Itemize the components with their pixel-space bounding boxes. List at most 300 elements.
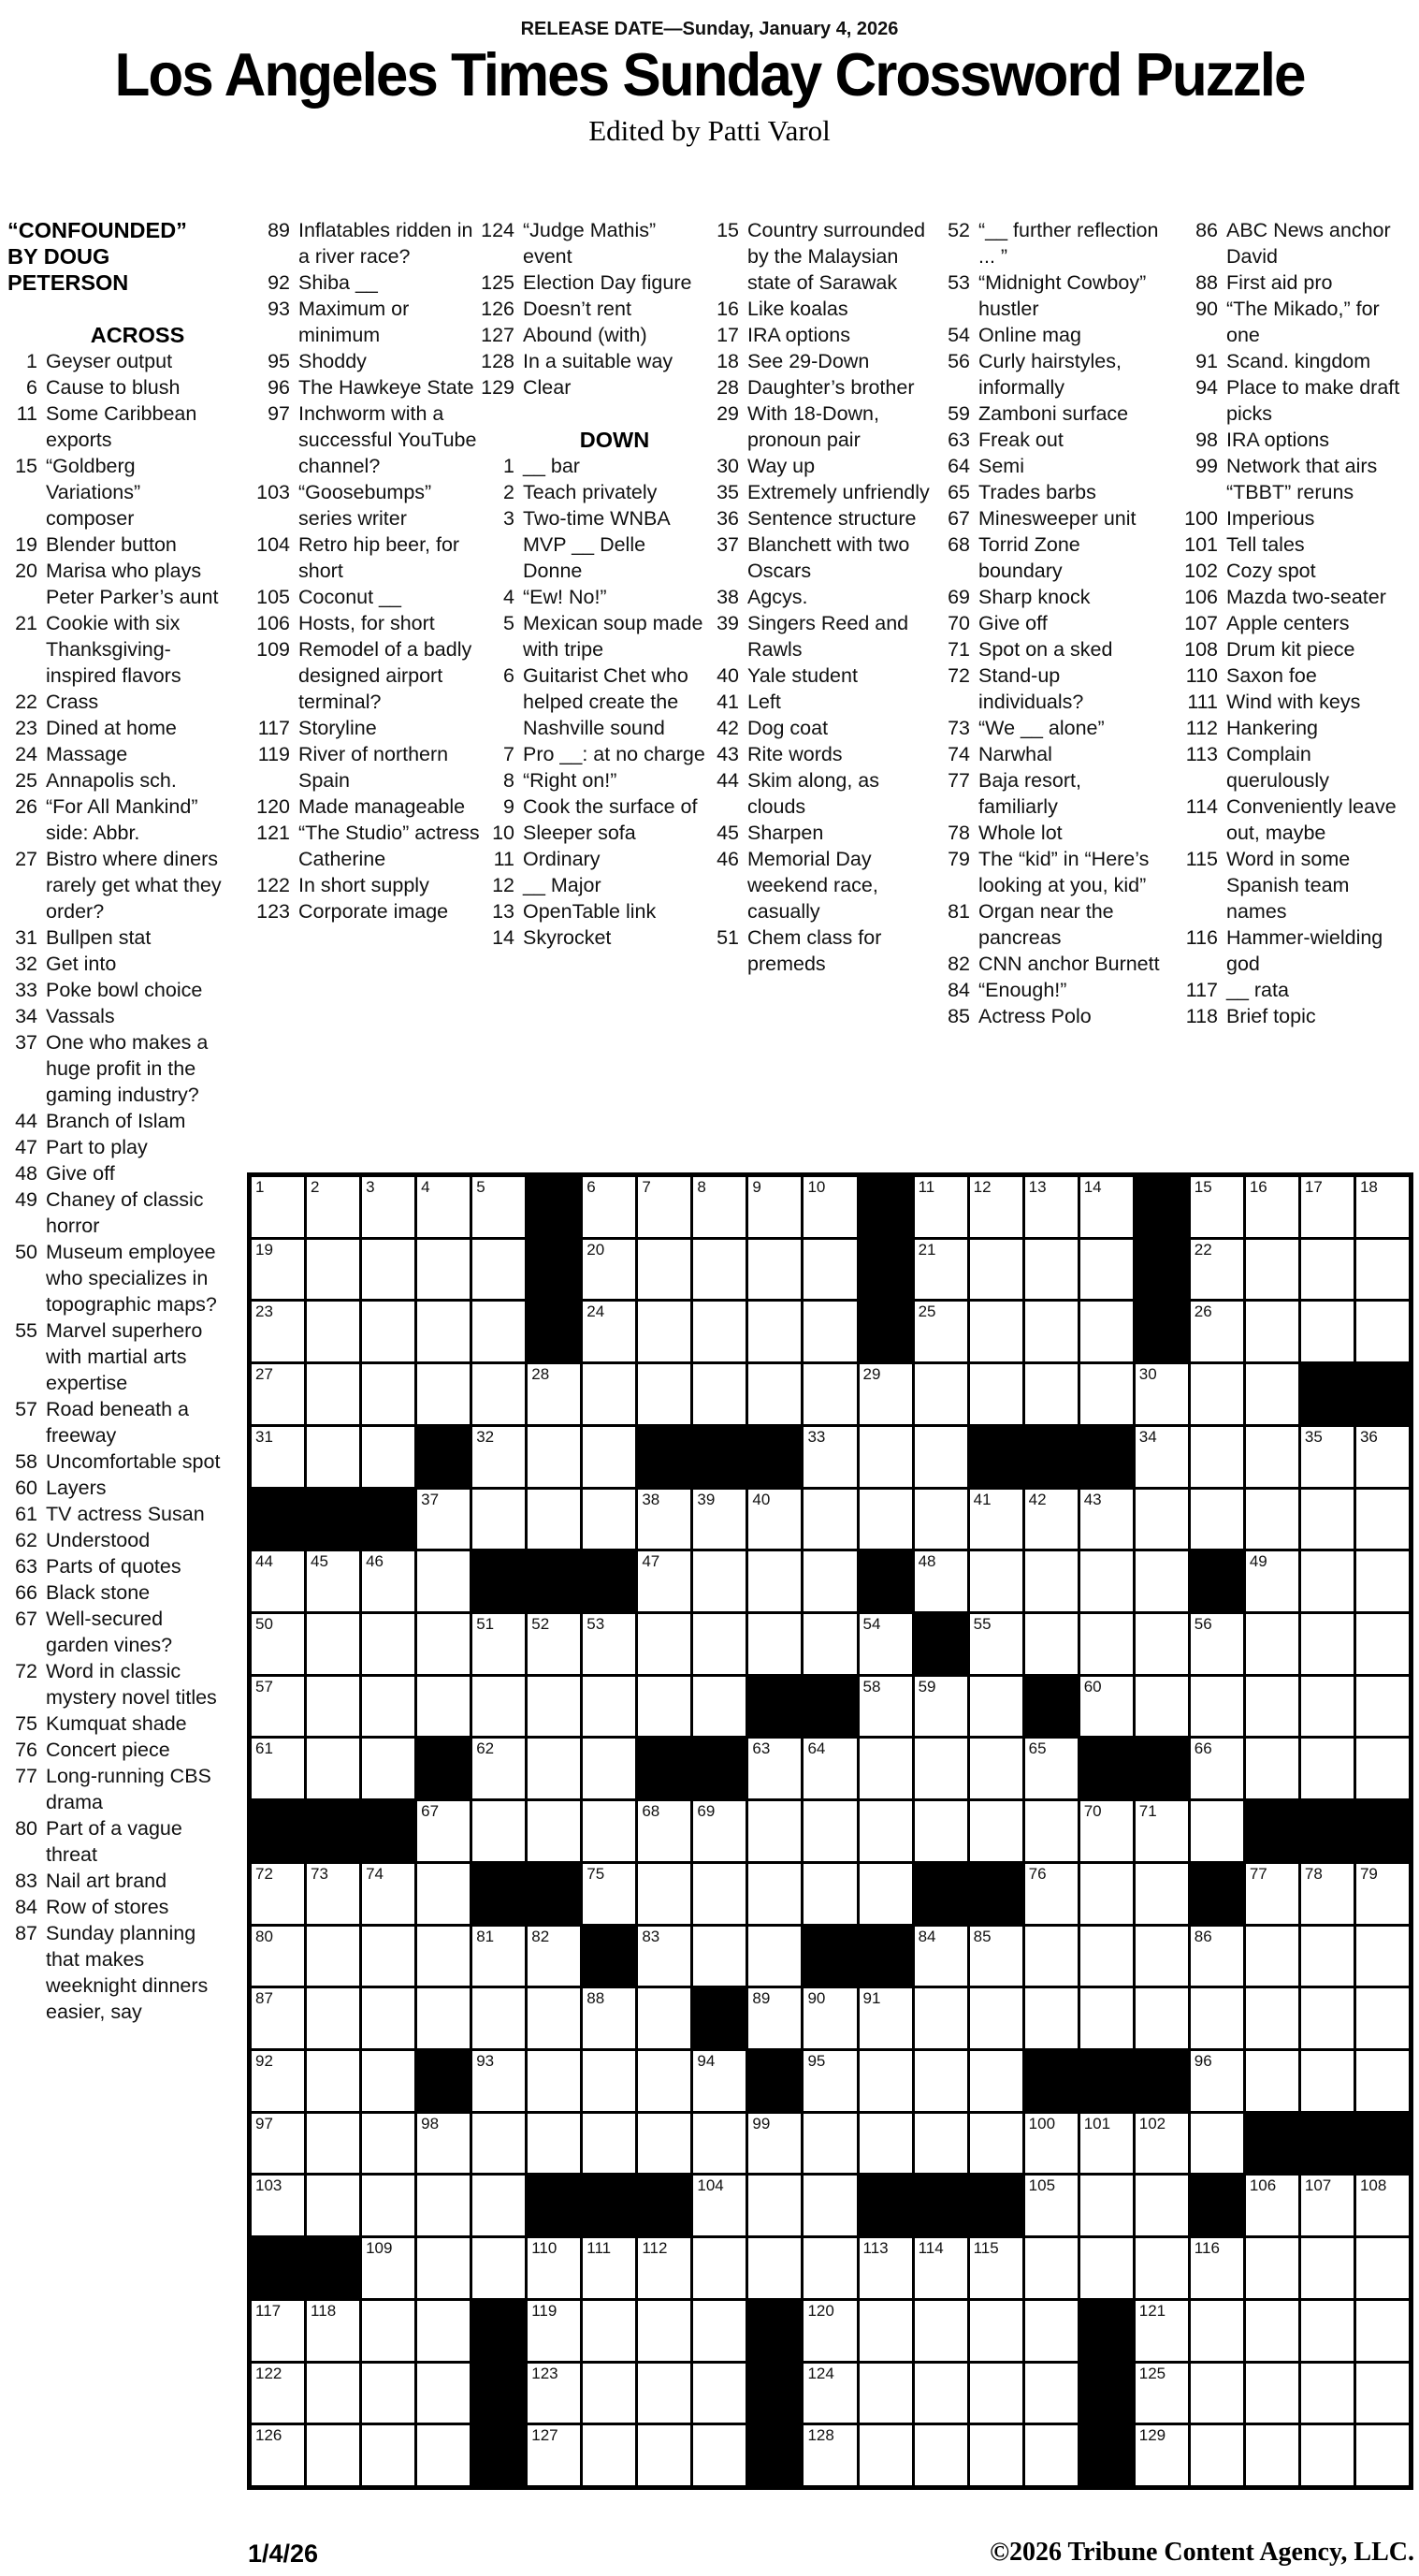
grid-cell-r10c21[interactable] bbox=[1356, 1739, 1409, 1798]
grid-cell-r14c3[interactable] bbox=[362, 1988, 414, 2048]
grid-cell-r3c5[interactable] bbox=[472, 1302, 525, 1361]
grid-cell-r17c15[interactable] bbox=[1025, 2176, 1078, 2235]
grid-cell-r2c3[interactable] bbox=[362, 1240, 414, 1300]
grid-cell-r16c7[interactable] bbox=[583, 2114, 635, 2174]
grid-cell-r21c17[interactable] bbox=[1136, 2425, 1188, 2485]
grid-cell-r7c19[interactable] bbox=[1246, 1551, 1298, 1611]
grid-cell-r9c6[interactable] bbox=[528, 1677, 580, 1737]
grid-cell-r17c16[interactable] bbox=[1080, 2176, 1133, 2235]
grid-cell-r6c14[interactable] bbox=[970, 1490, 1022, 1550]
grid-cell-r13c2[interactable] bbox=[307, 1927, 359, 1987]
grid-cell-r20c11[interactable] bbox=[804, 2364, 856, 2423]
grid-cell-r2c21[interactable] bbox=[1356, 1240, 1409, 1300]
grid-cell-r19c21[interactable] bbox=[1356, 2301, 1409, 2361]
grid-cell-r21c18[interactable] bbox=[1191, 2425, 1243, 2485]
grid-cell-r11c15[interactable] bbox=[1025, 1801, 1078, 1861]
grid-cell-r2c18[interactable] bbox=[1191, 1240, 1243, 1300]
grid-cell-r8c8[interactable] bbox=[638, 1614, 690, 1674]
grid-cell-r16c15[interactable] bbox=[1025, 2114, 1078, 2174]
grid-cell-r14c16[interactable] bbox=[1080, 1988, 1133, 2048]
grid-cell-r13c1[interactable] bbox=[252, 1927, 304, 1987]
grid-cell-r1c18[interactable] bbox=[1191, 1177, 1243, 1237]
grid-cell-r19c3[interactable] bbox=[362, 2301, 414, 2361]
grid-cell-r9c12[interactable] bbox=[860, 1677, 912, 1737]
grid-cell-r7c4[interactable] bbox=[417, 1551, 470, 1611]
grid-cell-r4c1[interactable] bbox=[252, 1364, 304, 1424]
grid-cell-r20c18[interactable] bbox=[1191, 2364, 1243, 2423]
grid-cell-r2c19[interactable] bbox=[1246, 1240, 1298, 1300]
grid-cell-r6c11[interactable] bbox=[804, 1490, 856, 1550]
grid-cell-r16c5[interactable] bbox=[472, 2114, 525, 2174]
grid-cell-r15c20[interactable] bbox=[1301, 2051, 1354, 2111]
grid-cell-r4c13[interactable] bbox=[915, 1364, 967, 1424]
grid-cell-r4c7[interactable] bbox=[583, 1364, 635, 1424]
grid-cell-r20c7[interactable] bbox=[583, 2364, 635, 2423]
grid-cell-r21c21[interactable] bbox=[1356, 2425, 1409, 2485]
grid-cell-r13c5[interactable] bbox=[472, 1927, 525, 1987]
grid-cell-r18c17[interactable] bbox=[1136, 2238, 1188, 2298]
grid-cell-r17c9[interactable] bbox=[693, 2176, 746, 2235]
grid-cell-r9c2[interactable] bbox=[307, 1677, 359, 1737]
grid-cell-r14c1[interactable] bbox=[252, 1988, 304, 2048]
grid-cell-r20c20[interactable] bbox=[1301, 2364, 1354, 2423]
grid-cell-r4c5[interactable] bbox=[472, 1364, 525, 1424]
grid-cell-r12c7[interactable] bbox=[583, 1864, 635, 1924]
grid-cell-r12c11[interactable] bbox=[804, 1864, 856, 1924]
grid-cell-r4c17[interactable] bbox=[1136, 1364, 1188, 1424]
grid-cell-r19c15[interactable] bbox=[1025, 2301, 1078, 2361]
grid-cell-r18c8[interactable] bbox=[638, 2238, 690, 2298]
grid-cell-r14c14[interactable] bbox=[970, 1988, 1022, 2048]
grid-cell-r17c10[interactable] bbox=[748, 2176, 801, 2235]
grid-cell-r9c1[interactable] bbox=[252, 1677, 304, 1737]
grid-cell-r5c17[interactable] bbox=[1136, 1427, 1188, 1487]
grid-cell-r8c20[interactable] bbox=[1301, 1614, 1354, 1674]
grid-cell-r9c19[interactable] bbox=[1246, 1677, 1298, 1737]
grid-cell-r4c19[interactable] bbox=[1246, 1364, 1298, 1424]
grid-cell-r14c20[interactable] bbox=[1301, 1988, 1354, 2048]
grid-cell-r2c10[interactable] bbox=[748, 1240, 801, 1300]
grid-cell-r21c14[interactable] bbox=[970, 2425, 1022, 2485]
grid-cell-r1c21[interactable] bbox=[1356, 1177, 1409, 1237]
grid-cell-r3c10[interactable] bbox=[748, 1302, 801, 1361]
grid-cell-r19c2[interactable] bbox=[307, 2301, 359, 2361]
grid-cell-r2c2[interactable] bbox=[307, 1240, 359, 1300]
grid-cell-r8c3[interactable] bbox=[362, 1614, 414, 1674]
grid-cell-r11c6[interactable] bbox=[528, 1801, 580, 1861]
grid-cell-r2c15[interactable] bbox=[1025, 1240, 1078, 1300]
grid-cell-r15c11[interactable] bbox=[804, 2051, 856, 2111]
grid-cell-r3c15[interactable] bbox=[1025, 1302, 1078, 1361]
grid-cell-r2c16[interactable] bbox=[1080, 1240, 1133, 1300]
grid-cell-r2c9[interactable] bbox=[693, 1240, 746, 1300]
grid-cell-r11c14[interactable] bbox=[970, 1801, 1022, 1861]
grid-cell-r10c2[interactable] bbox=[307, 1739, 359, 1798]
grid-cell-r18c4[interactable] bbox=[417, 2238, 470, 2298]
grid-cell-r9c14[interactable] bbox=[970, 1677, 1022, 1737]
grid-cell-r19c13[interactable] bbox=[915, 2301, 967, 2361]
grid-cell-r11c9[interactable] bbox=[693, 1801, 746, 1861]
grid-cell-r8c9[interactable] bbox=[693, 1614, 746, 1674]
grid-cell-r8c6[interactable] bbox=[528, 1614, 580, 1674]
grid-cell-r16c1[interactable] bbox=[252, 2114, 304, 2174]
grid-cell-r1c13[interactable] bbox=[915, 1177, 967, 1237]
grid-cell-r1c7[interactable] bbox=[583, 1177, 635, 1237]
grid-cell-r1c11[interactable] bbox=[804, 1177, 856, 1237]
grid-cell-r1c3[interactable] bbox=[362, 1177, 414, 1237]
grid-cell-r14c11[interactable] bbox=[804, 1988, 856, 2048]
grid-cell-r21c20[interactable] bbox=[1301, 2425, 1354, 2485]
grid-cell-r2c8[interactable] bbox=[638, 1240, 690, 1300]
grid-cell-r6c16[interactable] bbox=[1080, 1490, 1133, 1550]
grid-cell-r4c18[interactable] bbox=[1191, 1364, 1243, 1424]
grid-cell-r7c13[interactable] bbox=[915, 1551, 967, 1611]
grid-cell-r5c13[interactable] bbox=[915, 1427, 967, 1487]
grid-cell-r12c16[interactable] bbox=[1080, 1864, 1133, 1924]
grid-cell-r21c4[interactable] bbox=[417, 2425, 470, 2485]
grid-cell-r5c3[interactable] bbox=[362, 1427, 414, 1487]
grid-cell-r19c9[interactable] bbox=[693, 2301, 746, 2361]
grid-cell-r21c11[interactable] bbox=[804, 2425, 856, 2485]
grid-cell-r1c9[interactable] bbox=[693, 1177, 746, 1237]
grid-cell-r13c10[interactable] bbox=[748, 1927, 801, 1987]
grid-cell-r14c21[interactable] bbox=[1356, 1988, 1409, 2048]
grid-cell-r3c19[interactable] bbox=[1246, 1302, 1298, 1361]
grid-cell-r12c1[interactable] bbox=[252, 1864, 304, 1924]
grid-cell-r13c9[interactable] bbox=[693, 1927, 746, 1987]
grid-cell-r4c9[interactable] bbox=[693, 1364, 746, 1424]
grid-cell-r10c10[interactable] bbox=[748, 1739, 801, 1798]
grid-cell-r21c3[interactable] bbox=[362, 2425, 414, 2485]
grid-cell-r17c2[interactable] bbox=[307, 2176, 359, 2235]
grid-cell-r9c20[interactable] bbox=[1301, 1677, 1354, 1737]
grid-cell-r19c6[interactable] bbox=[528, 2301, 580, 2361]
grid-cell-r21c1[interactable] bbox=[252, 2425, 304, 2485]
grid-cell-r14c13[interactable] bbox=[915, 1988, 967, 2048]
grid-cell-r4c12[interactable] bbox=[860, 1364, 912, 1424]
grid-cell-r19c7[interactable] bbox=[583, 2301, 635, 2361]
grid-cell-r6c19[interactable] bbox=[1246, 1490, 1298, 1550]
grid-cell-r19c12[interactable] bbox=[860, 2301, 912, 2361]
grid-cell-r1c15[interactable] bbox=[1025, 1177, 1078, 1237]
grid-cell-r16c18[interactable] bbox=[1191, 2114, 1243, 2174]
grid-cell-r9c17[interactable] bbox=[1136, 1677, 1188, 1737]
grid-cell-r21c8[interactable] bbox=[638, 2425, 690, 2485]
grid-cell-r16c11[interactable] bbox=[804, 2114, 856, 2174]
grid-cell-r17c11[interactable] bbox=[804, 2176, 856, 2235]
grid-cell-r20c14[interactable] bbox=[970, 2364, 1022, 2423]
grid-cell-r3c8[interactable] bbox=[638, 1302, 690, 1361]
grid-cell-r1c2[interactable] bbox=[307, 1177, 359, 1237]
grid-cell-r6c8[interactable] bbox=[638, 1490, 690, 1550]
grid-cell-r7c2[interactable] bbox=[307, 1551, 359, 1611]
grid-cell-r1c8[interactable] bbox=[638, 1177, 690, 1237]
grid-cell-r3c14[interactable] bbox=[970, 1302, 1022, 1361]
grid-cell-r7c16[interactable] bbox=[1080, 1551, 1133, 1611]
grid-cell-r21c13[interactable] bbox=[915, 2425, 967, 2485]
grid-cell-r10c13[interactable] bbox=[915, 1739, 967, 1798]
grid-cell-r9c16[interactable] bbox=[1080, 1677, 1133, 1737]
grid-cell-r18c3[interactable] bbox=[362, 2238, 414, 2298]
grid-cell-r8c15[interactable] bbox=[1025, 1614, 1078, 1674]
grid-cell-r18c18[interactable] bbox=[1191, 2238, 1243, 2298]
grid-cell-r1c19[interactable] bbox=[1246, 1177, 1298, 1237]
grid-cell-r21c2[interactable] bbox=[307, 2425, 359, 2485]
grid-cell-r12c15[interactable] bbox=[1025, 1864, 1078, 1924]
grid-cell-r10c11[interactable] bbox=[804, 1739, 856, 1798]
grid-cell-r3c13[interactable] bbox=[915, 1302, 967, 1361]
grid-cell-r11c10[interactable] bbox=[748, 1801, 801, 1861]
grid-cell-r19c17[interactable] bbox=[1136, 2301, 1188, 2361]
grid-cell-r20c6[interactable] bbox=[528, 2364, 580, 2423]
grid-cell-r17c4[interactable] bbox=[417, 2176, 470, 2235]
grid-cell-r18c21[interactable] bbox=[1356, 2238, 1409, 2298]
grid-cell-r10c1[interactable] bbox=[252, 1739, 304, 1798]
grid-cell-r12c8[interactable] bbox=[638, 1864, 690, 1924]
grid-cell-r8c18[interactable] bbox=[1191, 1614, 1243, 1674]
grid-cell-r3c2[interactable] bbox=[307, 1302, 359, 1361]
grid-cell-r4c16[interactable] bbox=[1080, 1364, 1133, 1424]
grid-cell-r18c20[interactable] bbox=[1301, 2238, 1354, 2298]
grid-cell-r6c18[interactable] bbox=[1191, 1490, 1243, 1550]
grid-cell-r19c18[interactable] bbox=[1191, 2301, 1243, 2361]
grid-cell-r11c13[interactable] bbox=[915, 1801, 967, 1861]
grid-cell-r17c5[interactable] bbox=[472, 2176, 525, 2235]
grid-cell-r7c9[interactable] bbox=[693, 1551, 746, 1611]
grid-cell-r15c12[interactable] bbox=[860, 2051, 912, 2111]
grid-cell-r12c2[interactable] bbox=[307, 1864, 359, 1924]
grid-cell-r12c20[interactable] bbox=[1301, 1864, 1354, 1924]
grid-cell-r8c14[interactable] bbox=[970, 1614, 1022, 1674]
grid-cell-r15c18[interactable] bbox=[1191, 2051, 1243, 2111]
grid-cell-r20c8[interactable] bbox=[638, 2364, 690, 2423]
grid-cell-r9c4[interactable] bbox=[417, 1677, 470, 1737]
grid-cell-r5c21[interactable] bbox=[1356, 1427, 1409, 1487]
grid-cell-r16c3[interactable] bbox=[362, 2114, 414, 2174]
grid-cell-r16c8[interactable] bbox=[638, 2114, 690, 2174]
grid-cell-r16c2[interactable] bbox=[307, 2114, 359, 2174]
grid-cell-r2c7[interactable] bbox=[583, 1240, 635, 1300]
grid-cell-r3c20[interactable] bbox=[1301, 1302, 1354, 1361]
grid-cell-r16c9[interactable] bbox=[693, 2114, 746, 2174]
grid-cell-r19c4[interactable] bbox=[417, 2301, 470, 2361]
grid-cell-r18c11[interactable] bbox=[804, 2238, 856, 2298]
grid-cell-r20c4[interactable] bbox=[417, 2364, 470, 2423]
grid-cell-r20c17[interactable] bbox=[1136, 2364, 1188, 2423]
grid-cell-r12c12[interactable] bbox=[860, 1864, 912, 1924]
grid-cell-r11c16[interactable] bbox=[1080, 1801, 1133, 1861]
grid-cell-r19c14[interactable] bbox=[970, 2301, 1022, 2361]
grid-cell-r8c16[interactable] bbox=[1080, 1614, 1133, 1674]
grid-cell-r11c7[interactable] bbox=[583, 1801, 635, 1861]
grid-cell-r6c20[interactable] bbox=[1301, 1490, 1354, 1550]
grid-cell-r7c3[interactable] bbox=[362, 1551, 414, 1611]
grid-cell-r14c5[interactable] bbox=[472, 1988, 525, 2048]
grid-cell-r13c20[interactable] bbox=[1301, 1927, 1354, 1987]
grid-cell-r13c6[interactable] bbox=[528, 1927, 580, 1987]
grid-cell-r8c2[interactable] bbox=[307, 1614, 359, 1674]
grid-cell-r17c19[interactable] bbox=[1246, 2176, 1298, 2235]
grid-cell-r9c5[interactable] bbox=[472, 1677, 525, 1737]
grid-cell-r18c19[interactable] bbox=[1246, 2238, 1298, 2298]
grid-cell-r5c12[interactable] bbox=[860, 1427, 912, 1487]
grid-cell-r15c7[interactable] bbox=[583, 2051, 635, 2111]
grid-cell-r4c2[interactable] bbox=[307, 1364, 359, 1424]
grid-cell-r7c1[interactable] bbox=[252, 1551, 304, 1611]
grid-cell-r6c7[interactable] bbox=[583, 1490, 635, 1550]
grid-cell-r9c21[interactable] bbox=[1356, 1677, 1409, 1737]
grid-cell-r11c8[interactable] bbox=[638, 1801, 690, 1861]
grid-cell-r18c6[interactable] bbox=[528, 2238, 580, 2298]
grid-cell-r17c1[interactable] bbox=[252, 2176, 304, 2235]
grid-cell-r14c19[interactable] bbox=[1246, 1988, 1298, 2048]
grid-cell-r1c5[interactable] bbox=[472, 1177, 525, 1237]
grid-cell-r13c21[interactable] bbox=[1356, 1927, 1409, 1987]
grid-cell-r11c12[interactable] bbox=[860, 1801, 912, 1861]
grid-cell-r13c14[interactable] bbox=[970, 1927, 1022, 1987]
grid-cell-r20c1[interactable] bbox=[252, 2364, 304, 2423]
grid-cell-r5c6[interactable] bbox=[528, 1427, 580, 1487]
grid-cell-r6c5[interactable] bbox=[472, 1490, 525, 1550]
grid-cell-r13c19[interactable] bbox=[1246, 1927, 1298, 1987]
grid-cell-r15c8[interactable] bbox=[638, 2051, 690, 2111]
grid-cell-r14c7[interactable] bbox=[583, 1988, 635, 2048]
grid-cell-r10c3[interactable] bbox=[362, 1739, 414, 1798]
grid-cell-r3c3[interactable] bbox=[362, 1302, 414, 1361]
grid-cell-r7c15[interactable] bbox=[1025, 1551, 1078, 1611]
grid-cell-r14c2[interactable] bbox=[307, 1988, 359, 2048]
grid-cell-r9c3[interactable] bbox=[362, 1677, 414, 1737]
grid-cell-r12c9[interactable] bbox=[693, 1864, 746, 1924]
grid-cell-r6c10[interactable] bbox=[748, 1490, 801, 1550]
grid-cell-r18c12[interactable] bbox=[860, 2238, 912, 2298]
grid-cell-r10c20[interactable] bbox=[1301, 1739, 1354, 1798]
grid-cell-r15c1[interactable] bbox=[252, 2051, 304, 2111]
grid-cell-r7c20[interactable] bbox=[1301, 1551, 1354, 1611]
grid-cell-r8c17[interactable] bbox=[1136, 1614, 1188, 1674]
grid-cell-r3c4[interactable] bbox=[417, 1302, 470, 1361]
grid-cell-r7c8[interactable] bbox=[638, 1551, 690, 1611]
grid-cell-r6c6[interactable] bbox=[528, 1490, 580, 1550]
grid-cell-r9c7[interactable] bbox=[583, 1677, 635, 1737]
grid-cell-r1c1[interactable] bbox=[252, 1177, 304, 1237]
grid-cell-r16c10[interactable] bbox=[748, 2114, 801, 2174]
grid-cell-r14c10[interactable] bbox=[748, 1988, 801, 2048]
grid-cell-r20c9[interactable] bbox=[693, 2364, 746, 2423]
grid-cell-r12c4[interactable] bbox=[417, 1864, 470, 1924]
grid-cell-r18c5[interactable] bbox=[472, 2238, 525, 2298]
grid-cell-r10c14[interactable] bbox=[970, 1739, 1022, 1798]
grid-cell-r16c4[interactable] bbox=[417, 2114, 470, 2174]
grid-cell-r18c10[interactable] bbox=[748, 2238, 801, 2298]
grid-cell-r5c1[interactable] bbox=[252, 1427, 304, 1487]
grid-cell-r6c9[interactable] bbox=[693, 1490, 746, 1550]
grid-cell-r4c11[interactable] bbox=[804, 1364, 856, 1424]
grid-cell-r18c7[interactable] bbox=[583, 2238, 635, 2298]
grid-cell-r15c5[interactable] bbox=[472, 2051, 525, 2111]
grid-cell-r2c4[interactable] bbox=[417, 1240, 470, 1300]
grid-cell-r17c20[interactable] bbox=[1301, 2176, 1354, 2235]
grid-cell-r13c16[interactable] bbox=[1080, 1927, 1133, 1987]
grid-cell-r6c17[interactable] bbox=[1136, 1490, 1188, 1550]
grid-cell-r10c6[interactable] bbox=[528, 1739, 580, 1798]
grid-cell-r15c14[interactable] bbox=[970, 2051, 1022, 2111]
grid-cell-r12c19[interactable] bbox=[1246, 1864, 1298, 1924]
grid-cell-r2c1[interactable] bbox=[252, 1240, 304, 1300]
grid-cell-r5c18[interactable] bbox=[1191, 1427, 1243, 1487]
grid-cell-r17c17[interactable] bbox=[1136, 2176, 1188, 2235]
grid-cell-r5c11[interactable] bbox=[804, 1427, 856, 1487]
grid-cell-r20c15[interactable] bbox=[1025, 2364, 1078, 2423]
grid-cell-r20c2[interactable] bbox=[307, 2364, 359, 2423]
grid-cell-r5c2[interactable] bbox=[307, 1427, 359, 1487]
grid-cell-r20c3[interactable] bbox=[362, 2364, 414, 2423]
grid-cell-r14c4[interactable] bbox=[417, 1988, 470, 2048]
grid-cell-r4c8[interactable] bbox=[638, 1364, 690, 1424]
grid-cell-r16c6[interactable] bbox=[528, 2114, 580, 2174]
grid-cell-r14c17[interactable] bbox=[1136, 1988, 1188, 2048]
grid-cell-r6c13[interactable] bbox=[915, 1490, 967, 1550]
grid-cell-r8c10[interactable] bbox=[748, 1614, 801, 1674]
grid-cell-r18c15[interactable] bbox=[1025, 2238, 1078, 2298]
grid-cell-r20c19[interactable] bbox=[1246, 2364, 1298, 2423]
grid-cell-r14c12[interactable] bbox=[860, 1988, 912, 2048]
grid-cell-r10c19[interactable] bbox=[1246, 1739, 1298, 1798]
grid-cell-r2c11[interactable] bbox=[804, 1240, 856, 1300]
grid-cell-r4c15[interactable] bbox=[1025, 1364, 1078, 1424]
grid-cell-r21c6[interactable] bbox=[528, 2425, 580, 2485]
grid-cell-r9c13[interactable] bbox=[915, 1677, 967, 1737]
grid-cell-r11c11[interactable] bbox=[804, 1801, 856, 1861]
grid-cell-r8c19[interactable] bbox=[1246, 1614, 1298, 1674]
grid-cell-r20c21[interactable] bbox=[1356, 2364, 1409, 2423]
grid-cell-r14c18[interactable] bbox=[1191, 1988, 1243, 2048]
grid-cell-r21c15[interactable] bbox=[1025, 2425, 1078, 2485]
grid-cell-r10c12[interactable] bbox=[860, 1739, 912, 1798]
grid-cell-r3c21[interactable] bbox=[1356, 1302, 1409, 1361]
grid-cell-r15c13[interactable] bbox=[915, 2051, 967, 2111]
grid-cell-r18c14[interactable] bbox=[970, 2238, 1022, 2298]
grid-cell-r11c18[interactable] bbox=[1191, 1801, 1243, 1861]
grid-cell-r13c13[interactable] bbox=[915, 1927, 967, 1987]
grid-cell-r7c10[interactable] bbox=[748, 1551, 801, 1611]
grid-cell-r5c7[interactable] bbox=[583, 1427, 635, 1487]
grid-cell-r19c11[interactable] bbox=[804, 2301, 856, 2361]
grid-cell-r14c6[interactable] bbox=[528, 1988, 580, 2048]
grid-cell-r2c14[interactable] bbox=[970, 1240, 1022, 1300]
grid-cell-r14c15[interactable] bbox=[1025, 1988, 1078, 2048]
grid-cell-r8c12[interactable] bbox=[860, 1614, 912, 1674]
grid-cell-r5c5[interactable] bbox=[472, 1427, 525, 1487]
grid-cell-r7c11[interactable] bbox=[804, 1551, 856, 1611]
grid-cell-r4c4[interactable] bbox=[417, 1364, 470, 1424]
grid-cell-r12c21[interactable] bbox=[1356, 1864, 1409, 1924]
grid-cell-r17c3[interactable] bbox=[362, 2176, 414, 2235]
grid-cell-r19c1[interactable] bbox=[252, 2301, 304, 2361]
grid-cell-r9c8[interactable] bbox=[638, 1677, 690, 1737]
grid-cell-r2c13[interactable] bbox=[915, 1240, 967, 1300]
grid-cell-r13c8[interactable] bbox=[638, 1927, 690, 1987]
grid-cell-r1c4[interactable] bbox=[417, 1177, 470, 1237]
grid-cell-r9c9[interactable] bbox=[693, 1677, 746, 1737]
grid-cell-r11c4[interactable] bbox=[417, 1801, 470, 1861]
grid-cell-r10c18[interactable] bbox=[1191, 1739, 1243, 1798]
grid-cell-r12c17[interactable] bbox=[1136, 1864, 1188, 1924]
grid-cell-r3c11[interactable] bbox=[804, 1302, 856, 1361]
grid-cell-r4c14[interactable] bbox=[970, 1364, 1022, 1424]
grid-cell-r1c14[interactable] bbox=[970, 1177, 1022, 1237]
grid-cell-r21c9[interactable] bbox=[693, 2425, 746, 2485]
